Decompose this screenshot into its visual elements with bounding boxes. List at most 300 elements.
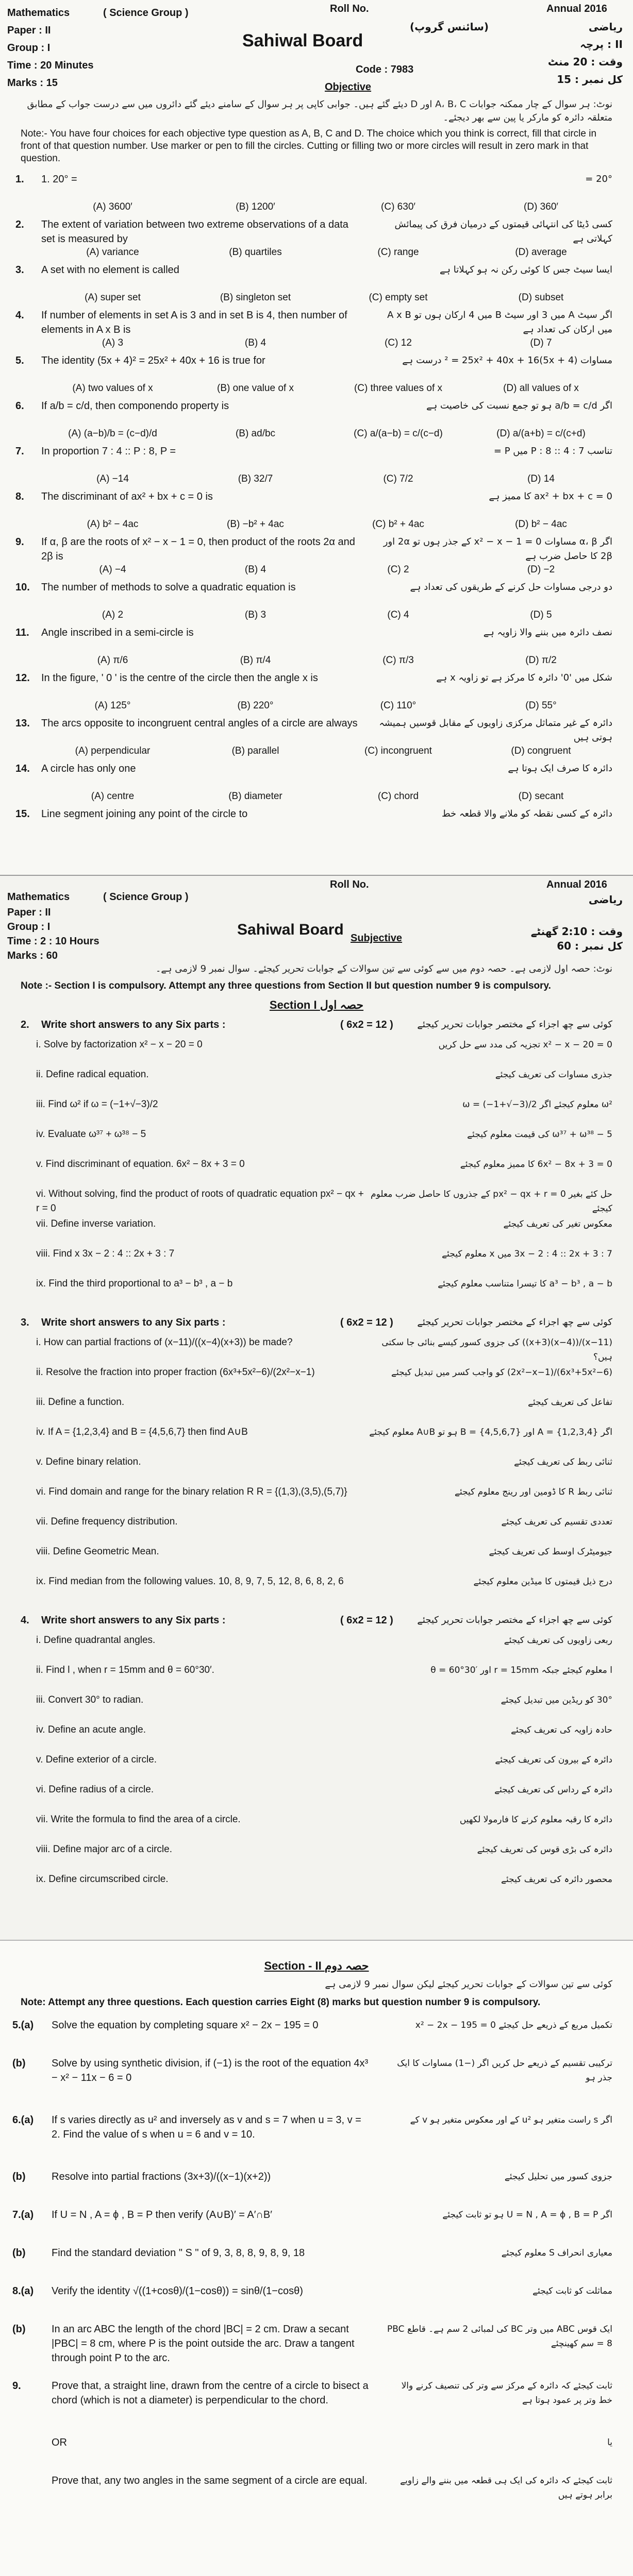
long-question-urdu-text: اگر U = N , A = ϕ , B = P ہو تو ثابت کیجئے — [442, 2210, 612, 2220]
mcq-option: (D) secant — [518, 791, 564, 802]
long-question-urdu-text: جزوی کسور میں تحلیل کیجئے — [504, 2172, 612, 2182]
question-text: The number of methods to solve a quadratic equation is — [41, 582, 296, 593]
paper-label: Paper : II — [7, 25, 51, 36]
question-text: A circle has only one — [41, 763, 136, 774]
question-number: 5. — [15, 355, 24, 366]
roll-no-label: Roll No. — [330, 3, 369, 14]
mcq-options — [41, 381, 612, 396]
question-text: The discriminant of ax² + bx + c = 0 is — [41, 491, 213, 502]
long-question-urdu-text: تکمیل مربع کے ذریعے حل کیجئے x² − 2x − 195 = 0 — [415, 2020, 612, 2030]
long-question-number: (b) — [12, 2247, 26, 2259]
question-urdu-text: 20° = — [585, 174, 612, 184]
mcq-option: (C) 12 — [385, 337, 412, 348]
short-question-item — [0, 1455, 633, 1484]
item-urdu-text: a³ − b³ , a − b کا تیسرا متناسب معلوم کیجئے — [438, 1279, 612, 1289]
short-question-item — [0, 1247, 633, 1276]
long-question — [0, 2208, 633, 2246]
item-urdu-text: جذری مساوات کی تعریف کیجئے — [495, 1070, 612, 1080]
question-text: The identity (5x + 4)² = 25x² + 40x + 16 is true for — [41, 355, 265, 366]
question-urdu-text: ایسا سیٹ جس کا کوئی رکن نہ ہو کہلاتا ہے — [439, 264, 612, 275]
item-text: ii. Define radical equation. — [36, 1069, 149, 1080]
long-question — [0, 2170, 633, 2208]
long-question-text: OR — [52, 2437, 67, 2448]
short-question-item — [0, 1783, 633, 1811]
item-text: v. Find discriminant of equation. 6x² − 8x + 3 = 0 — [36, 1159, 245, 1170]
urdu-paper: پرچہ : II — [580, 38, 623, 50]
mcq-option: (B) 1200′ — [236, 201, 275, 212]
urdu-marks: کل نمبر : 15 — [557, 73, 623, 86]
mcq-options — [41, 427, 612, 441]
question-text: The arcs opposite to incongruent central angles of a circle are always — [41, 718, 358, 729]
short-question-parts — [0, 1017, 633, 1903]
mcq-option: (D) 7 — [530, 337, 552, 348]
question-text: If number of elements in set A is 3 and in set B is 4, then number of elements in A x B is — [41, 310, 347, 335]
objective-header — [0, 0, 633, 98]
mcq-option: (C) 7/2 — [383, 473, 413, 484]
question-text: The extent of variation between two extreme observations of a data set is measured by — [41, 219, 348, 245]
mcq-option: (B) singleton set — [220, 292, 291, 303]
marks-label: Marks : 15 — [7, 77, 58, 89]
mcq-question — [0, 807, 633, 852]
item-text: i. Define quadrantal angles. — [36, 1635, 156, 1646]
item-text: vii. Define frequency distribution. — [36, 1516, 178, 1527]
item-urdu-text: حل کئے بغیر px² − qx + r = 0 کے جذروں کا حاصل ضرب معلوم کیجئے — [371, 1189, 612, 1214]
mcq-option: (A) b² − 4ac — [87, 519, 139, 530]
question-number: 7. — [15, 446, 24, 457]
mcq-option: (A) variance — [86, 247, 139, 258]
mcq-option: (D) π/2 — [525, 655, 557, 666]
subject-label: Mathematics — [7, 891, 70, 903]
short-question-item — [0, 1663, 633, 1692]
long-question-number: 5.(a) — [12, 2020, 34, 2031]
item-text: i. Solve by factorization x² − x − 20 = 0 — [36, 1039, 203, 1050]
item-text: i. How can partial fractions of (x−11)/((x−4)(x+3)) be made? — [36, 1337, 293, 1348]
long-question — [0, 2379, 633, 2435]
short-question-item — [0, 1425, 633, 1454]
mcq-question — [0, 263, 633, 308]
subjective-paper — [0, 876, 633, 1940]
objective-paper — [0, 0, 633, 876]
urdu-time: وقت : 20 منٹ — [547, 56, 623, 68]
mcq-options — [41, 517, 612, 532]
item-text: vii. Write the formula to find the area of a circle. — [36, 1814, 241, 1825]
long-question-urdu-text: ثابت کیجئے کہ دائرہ کی ایک ہی قطعہ میں بننے والے زاویے برابر ہوتے ہیں — [400, 2476, 612, 2500]
mcq-option: (D) 5 — [530, 609, 552, 620]
long-question-urdu-text: ایک قوس ABC میں وتر BC کی لمبائی 2 سم ہے۔ قاطع PBC = 8 سم کھینچئے — [387, 2324, 612, 2349]
long-question — [0, 2246, 633, 2284]
part-urdu-instruction: کوئی سے چھ اجزاء کے مختصر جوابات تحریر کیجئے — [417, 1019, 612, 1030]
mcq-option: (D) 360′ — [524, 201, 558, 212]
short-question-item — [0, 1277, 633, 1306]
short-question-item — [0, 1485, 633, 1514]
question-urdu-text: اگر سیٹ A میں 3 اور سیٹ B میں 4 ارکان ہوں تو A x B میں ارکان کی تعداد ہے — [387, 310, 612, 335]
mcq-option: (D) subset — [518, 292, 564, 303]
long-question-text: Prove that, a straight line, drawn from the centre of a circle to bisect a chord (which is not a diameter) is perpendicular to the chord. — [52, 2380, 369, 2406]
question-number: 4. — [15, 310, 24, 321]
part-marks: ( 6x2 = 12 ) — [340, 1317, 393, 1328]
section-label: Subjective — [351, 933, 403, 944]
long-question — [0, 2284, 633, 2322]
mcq-options — [41, 608, 612, 622]
mcq-option: (C) 110° — [380, 700, 417, 711]
mcq-option: (C) 4 — [387, 609, 409, 620]
item-urdu-text: x² − x − 20 = 0 تجزیہ کی مدد سے حل کریں — [438, 1040, 612, 1050]
question-urdu-text: نصف دائرہ میں بننے والا زاویہ ہے — [483, 627, 612, 638]
urdu-group: (سائنس گروپ) — [410, 21, 489, 33]
item-text: vi. Define radius of a circle. — [36, 1784, 154, 1795]
mcq-option: (A) −4 — [99, 564, 126, 575]
item-text: iv. If A = {1,2,3,4} and B = {4,5,6,7} then find A∪B — [36, 1427, 248, 1437]
long-question-number: 6.(a) — [12, 2114, 34, 2126]
short-question-item — [0, 1335, 633, 1364]
long-question-number: (b) — [12, 2058, 26, 2069]
roll-no-label: Roll No. — [330, 879, 369, 890]
question-urdu-text: دائرہ کا صرف ایک ہوتا ہے — [508, 763, 612, 774]
item-text: v. Define exterior of a circle. — [36, 1754, 157, 1765]
part-marks: ( 6x2 = 12 ) — [340, 1615, 393, 1626]
mcq-option: (A) centre — [91, 791, 135, 802]
short-question-item — [0, 1872, 633, 1901]
subject-label: Mathematics — [7, 7, 70, 19]
part-instruction: Write short answers to any Six parts : — [41, 1317, 226, 1328]
question-number: 14. — [15, 763, 30, 774]
mcq-option: (D) average — [515, 247, 567, 258]
mcq-option: (B) −b² + 4ac — [227, 519, 284, 530]
mcq-option: (C) 630′ — [381, 201, 415, 212]
question-urdu-text: دائرہ کے غیر متماثل مرکزی زاویوں کے مقابل قوسیں ہمیشہ ہوتی ہیں — [379, 718, 612, 743]
short-question-item — [0, 1753, 633, 1782]
section-2-urdu-instruction: کوئی سے تین سوالات کے جوابات تحریر کیجئے لیکن سوال نمبر 9 لازمی ہے — [325, 1979, 612, 1990]
short-question-item — [0, 1127, 633, 1156]
mcq-option: (C) chord — [377, 791, 419, 802]
item-urdu-text: ثنائی ربط R کا ڈومین اور رینج معلوم کیجئے — [454, 1487, 612, 1497]
mcq-option: (A) perpendicular — [75, 745, 151, 756]
long-question-text: If U = N , A = ϕ , B = P then verify (A∪B)′ = A′∩B′ — [52, 2209, 272, 2221]
mcq-option: (B) 4 — [244, 337, 266, 348]
time-label: Time : 2 : 10 Hours — [7, 936, 99, 947]
long-question-text: If s varies directly as u² and inversely as v and s = 7 when u = 3, v = 2. Find the value of s when u = 6 and v = 10. — [52, 2114, 361, 2140]
question-number: 9. — [15, 536, 24, 548]
mcq-options — [41, 744, 612, 758]
mcq-question — [0, 625, 633, 671]
group-label: Group : I — [7, 42, 51, 54]
time-label: Time : 20 Minutes — [7, 60, 94, 71]
short-question-item — [0, 1395, 633, 1424]
mcq-option: (B) ad/bc — [235, 428, 276, 439]
item-urdu-text: درج ذیل قیمتوں کا میڈین معلوم کیجئے — [473, 1577, 612, 1587]
part-urdu-instruction: کوئی سے چھ اجزاء کے مختصر جوابات تحریر کیجئے — [417, 1615, 612, 1625]
group-type-label: ( Science Group ) — [103, 891, 189, 903]
mcq-option: (C) π/3 — [382, 655, 414, 666]
item-urdu-text: ثنائی ربط کی تعریف کیجئے — [514, 1457, 612, 1467]
mcq-question — [0, 580, 633, 625]
item-urdu-text: دائرہ کے بیرون کی تعریف کیجئے — [495, 1755, 612, 1765]
item-urdu-text: 3x − 2 : 4 :: 2x + 3 : 7 میں x معلوم کیجئے — [442, 1249, 612, 1259]
mcq-option: (B) 3 — [244, 609, 266, 620]
item-text: ii. Find l , when r = 15mm and θ = 60°30′. — [36, 1665, 214, 1675]
item-urdu-text: معکوس تغیر کی تعریف کیجئے — [503, 1219, 612, 1229]
short-question-item — [0, 1574, 633, 1603]
group-type-label: ( Science Group ) — [103, 7, 189, 19]
mcq-option: (B) diameter — [228, 791, 282, 802]
urdu-subject: ریاضی — [588, 893, 623, 906]
item-urdu-text: ω³⁷ + ω³⁸ − 5 کی قیمت معلوم کیجئے — [467, 1129, 612, 1140]
question-text: If a/b = c/d, then componendo property is — [41, 400, 229, 412]
mcq-option: (B) 32/7 — [238, 473, 273, 484]
item-text: iv. Define an acute angle. — [36, 1724, 146, 1735]
mcq-options — [41, 200, 612, 214]
question-text: Angle inscribed in a semi-circle is — [41, 627, 194, 638]
short-question-item — [0, 1842, 633, 1871]
item-text: viii. Define major arc of a circle. — [36, 1844, 172, 1855]
short-question-item — [0, 1217, 633, 1246]
urdu-subject: ریاضی — [588, 21, 623, 33]
long-question-urdu-text: معیاری انحراف S معلوم کیجئے — [501, 2248, 612, 2258]
subjective-note: Note :- Section I is compulsory. Attempt any three questions from Section II but question number 9 is compulsory. — [21, 980, 551, 991]
long-question-number: (b) — [12, 2171, 26, 2182]
question-urdu-text: اگر α، β مساوات x² − x − 1 = 0 کے جذر ہوں تو 2α اور 2β کا حاصل ضرب ہے — [383, 536, 612, 562]
short-question-item — [0, 1067, 633, 1096]
item-text: ii. Resolve the fraction into proper fraction (6x³+5x²−6)/(2x²−x−1) — [36, 1367, 315, 1378]
item-urdu-text: 6x² − 8x + 3 = 0 کا ممیز معلوم کیجئے — [460, 1159, 612, 1170]
item-text: vi. Without solving, find the product of roots of quadratic equation px² − qx + r = 0 — [36, 1189, 364, 1214]
item-text: ix. Find the third proportional to a³ − b³ , a − b — [36, 1278, 233, 1289]
mcq-question — [0, 716, 633, 761]
mcq-option: (B) 4 — [244, 564, 266, 575]
long-question-text: In an arc ABC the length of the chord |BC| = 2 cm. Draw a secant |PBC| = 8 cm, where P is the point outside the arc. Draw a tangent through point P to the arc. — [52, 2324, 355, 2364]
mcq-options — [41, 699, 612, 713]
item-text: iii. Convert 30° to radian. — [36, 1694, 144, 1705]
item-text: iv. Evaluate ω³⁷ + ω³⁸ − 5 — [36, 1129, 146, 1140]
mcq-options — [41, 789, 612, 804]
question-urdu-text: تناسب 7 : 4 :: P : 8 میں P = — [493, 446, 612, 456]
section-label: Objective — [325, 81, 372, 93]
paper-label: Paper : II — [7, 907, 51, 918]
question-urdu-text: کسی ڈیٹا کی انتہائی قیمتوں کے درمیان فرق کی پیمائش کہلاتی ہے — [394, 219, 612, 244]
item-text: viii. Define Geometric Mean. — [36, 1546, 159, 1557]
question-urdu-text: دائرہ کے کسی نقطہ کو ملانے والا قطعہ خط — [441, 808, 612, 819]
question-number: 2. — [15, 219, 24, 230]
question-text: Line segment joining any point of the circle to — [41, 808, 248, 820]
short-question-item — [0, 1187, 633, 1216]
item-urdu-text: دائرہ کی بڑی قوس کی تعریف کیجئے — [477, 1844, 612, 1855]
objective-urdu-note: نوٹ: ہر سوال کے چار ممکنہ جوابات A، B، C اور D دیئے گئے ہیں۔ جوابی کاپی پر ہر سوال کے سامنے دیئے گئے دائروں میں سے درست جواب کے مطابق متعلقہ دائرہ کو مارکر یا پین سے بھر دیجئے۔ — [27, 99, 612, 123]
section-2-paper — [0, 1940, 633, 2576]
mcq-question — [0, 761, 633, 807]
mcq-option: (B) π/4 — [240, 655, 271, 666]
mcq-option: (A) super set — [85, 292, 141, 303]
subjective-header — [0, 876, 633, 961]
part-marks: ( 6x2 = 12 ) — [340, 1019, 393, 1030]
long-question-urdu-text: ترکیبی تقسیم کے ذریعے حل کریں اگر (−1) مساوات کا ایک جذر ہو — [397, 2058, 612, 2083]
mcq-option: (C) incongruent — [364, 745, 432, 756]
long-question — [0, 2473, 633, 2512]
mcq-option: (D) −2 — [527, 564, 555, 575]
item-urdu-text: ربعی زاویوں کی تعریف کیجئے — [504, 1635, 612, 1646]
group-label: Group : I — [7, 921, 51, 933]
short-question-item — [0, 1365, 633, 1394]
long-question — [0, 2056, 633, 2113]
mcq-option: (C) empty set — [369, 292, 428, 303]
mcq-question — [0, 489, 633, 535]
board-title: Sahiwal Board — [242, 31, 363, 50]
mcq-option: (A) 3600′ — [93, 201, 132, 212]
mcq-options — [41, 245, 612, 260]
mcq-option: (A) two values of x — [72, 383, 153, 394]
mcq-option: (D) 14 — [527, 473, 555, 484]
long-question-urdu-text: یا — [607, 2437, 612, 2448]
short-question-item — [0, 1515, 633, 1544]
question-urdu-text: ax² + bx + c = 0 کا ممیز ہے — [489, 491, 612, 502]
long-question — [0, 2113, 633, 2170]
paper-code: Code : 7983 — [356, 64, 414, 75]
item-urdu-text: اگر A = {1,2,3,4} اور B = {4,5,6,7} ہو تو A∪B معلوم کیجئے — [369, 1427, 612, 1437]
question-number: 11. — [15, 627, 29, 638]
question-number: 13. — [15, 718, 30, 729]
mcq-question — [0, 172, 633, 217]
short-question-item — [0, 1038, 633, 1066]
mcq-options — [41, 563, 612, 577]
part-heading — [0, 1017, 633, 1035]
short-question-item — [0, 1157, 633, 1186]
long-question — [0, 2435, 633, 2473]
section-2-title: Section - II حصہ دوم — [264, 1959, 369, 1972]
mcq-options — [41, 472, 612, 486]
annual-label: Annual 2016 — [546, 3, 607, 14]
long-question-text: Verify the identity √((1+cosθ)/(1−cosθ)) = sinθ/(1−cosθ) — [52, 2285, 303, 2297]
long-question-number: 7.(a) — [12, 2209, 34, 2221]
question-number: 15. — [15, 808, 30, 820]
mcq-question — [0, 535, 633, 580]
question-text: 1. 20° = — [41, 174, 77, 185]
long-question-urdu-text: مماثلت کو ثابت کیجئے — [532, 2286, 612, 2296]
item-urdu-text: (x−11)/((x−4)(x+3)) کی جزوی کسور کیسے بنائی جا سکتی ہیں؟ — [381, 1337, 612, 1362]
part-instruction: Write short answers to any Six parts : — [41, 1615, 226, 1626]
mcq-question — [0, 353, 633, 399]
short-question-item — [0, 1812, 633, 1841]
long-question — [0, 2018, 633, 2056]
long-question — [0, 2322, 633, 2379]
mcq-option: (B) one value of x — [217, 383, 294, 394]
mcq-option: (A) π/6 — [97, 655, 128, 666]
part-number: 2. — [21, 1019, 29, 1030]
item-text: viii. Find x 3x − 2 : 4 :: 2x + 3 : 7 — [36, 1248, 175, 1259]
item-text: v. Define binary relation. — [36, 1456, 141, 1467]
item-urdu-text: l معلوم کیجئے جبکہ r = 15mm اور θ = 60°30′ — [430, 1665, 612, 1675]
mcq-option: (C) b² + 4ac — [372, 519, 424, 530]
item-text: ix. Define circumscribed circle. — [36, 1874, 169, 1885]
part-heading — [0, 1613, 633, 1630]
question-number: 12. — [15, 672, 30, 684]
item-text: iii. Define a function. — [36, 1397, 125, 1408]
board-title: Sahiwal Board — [237, 921, 344, 938]
mcq-option: (B) 220° — [237, 700, 274, 711]
long-question-urdu-text: اگر s راست متغیر ہو u² کے اور معکوس متغیر ہو v کے — [410, 2115, 612, 2125]
short-question-item — [0, 1545, 633, 1573]
mcq-option: (D) congruent — [511, 745, 571, 756]
question-number: 6. — [15, 400, 24, 412]
mcq-option: (C) 2 — [387, 564, 409, 575]
item-urdu-text: ω² معلوم کیجئے اگر ω = (−1+√−3)/2 — [462, 1099, 612, 1110]
mcq-question — [0, 217, 633, 263]
part-number: 3. — [21, 1317, 29, 1328]
item-urdu-text: تفاعل کی تعریف کیجئے — [528, 1397, 612, 1408]
mcq-option: (C) a/(a−b) = c/(c−d) — [354, 428, 443, 439]
question-number: 1. — [15, 174, 24, 185]
question-urdu-text: دو درجی مساوات حل کرنے کے طریقوں کی تعداد ہے — [410, 582, 612, 592]
question-text: In the figure, ' 0 ' is the centre of the circle then the angle x is — [41, 672, 318, 684]
mcq-question — [0, 671, 633, 716]
mcq-option: (B) parallel — [231, 745, 279, 756]
mcq-option: (D) all values of x — [503, 383, 579, 394]
long-question-number: 9. — [12, 2380, 21, 2392]
item-text: iii. Find ω² if ω = (−1+√−3)/2 — [36, 1099, 158, 1110]
subjective-urdu-note: نوٹ: حصہ اول لازمی ہے۔ حصہ دوم میں سے کوئی سے تین سوالات کے جوابات تحریر کیجئے۔ سوال نمبر 9 لازمی ہے۔ — [155, 963, 612, 974]
mcq-option: (D) b² − 4ac — [515, 519, 567, 530]
short-question-item — [0, 1633, 633, 1662]
item-urdu-text: جیومیٹرک اوسط کی تعریف کیجئے — [489, 1547, 612, 1557]
mcq-question — [0, 399, 633, 444]
question-urdu-text: شکل میں '0' دائرہ کا مرکز ہے تو زاویہ x ہے — [436, 672, 612, 683]
long-question-text: Prove that, any two angles in the same segment of a circle are equal. — [52, 2475, 368, 2486]
section-2-note: Note: Attempt any three questions. Each question carries Eight (8) marks but question number 9 is compulsory. — [21, 1997, 541, 2008]
mcq-option: (A) 3 — [102, 337, 124, 348]
long-question-text: Resolve into partial fractions (3x+3)/((x−1)(x+2)) — [52, 2171, 271, 2182]
part-number: 4. — [21, 1615, 29, 1626]
short-question-item — [0, 1097, 633, 1126]
annual-label: Annual 2016 — [546, 879, 607, 890]
long-question-text: Solve by using synthetic division, if (−1) is the root of the equation 4x³ − x² − 11x − 6 = 0 — [52, 2058, 369, 2083]
mcq-question — [0, 308, 633, 353]
mcq-option: (C) three values of x — [354, 383, 443, 394]
long-question-text: Solve the equation by completing square x² − 2x − 195 = 0 — [52, 2020, 319, 2031]
long-question-number: 8.(a) — [12, 2285, 34, 2297]
part-heading — [0, 1315, 633, 1332]
item-text: ix. Find median from the following values. 10, 8, 9, 7, 5, 12, 8, 6, 8, 2, 6 — [36, 1576, 344, 1587]
question-number: 3. — [15, 264, 24, 276]
mcq-option: (A) 125° — [94, 700, 131, 711]
short-question-item — [0, 1693, 633, 1722]
question-number: 10. — [15, 582, 30, 593]
short-question-item — [0, 1723, 633, 1752]
question-text: If α, β are the roots of x² − x − 1 = 0, then product of the roots 2α and 2β is — [41, 536, 355, 562]
question-text: In proportion 7 : 4 :: P : 8, P = — [41, 446, 176, 457]
question-urdu-text: مساوات (5x + 4)² = 25x² + 40x + 16 درست ہے — [402, 355, 612, 366]
long-question-number: (b) — [12, 2324, 26, 2335]
objective-note: Note:- You have four choices for each objective type question as A, B, C and D. The choice which you think is correct, fill that circle in front of that question number. Use marker or pen to fill the circles. Cutting or filling two or more circles will result in zero mark in that question. — [21, 128, 597, 164]
part-urdu-instruction: کوئی سے چھ اجزاء کے مختصر جوابات تحریر کیجئے — [417, 1317, 612, 1328]
mcq-option: (A) (a−b)/b = (c−d)/d — [68, 428, 157, 439]
mcq-option: (C) range — [377, 247, 419, 258]
urdu-marks: کل نمبر : 60 — [557, 940, 623, 952]
mcq-option: (B) quartiles — [229, 247, 282, 258]
item-urdu-text: دائرہ کے رداس کی تعریف کیجئے — [494, 1785, 612, 1795]
part-instruction: Write short answers to any Six parts : — [41, 1019, 226, 1030]
marks-label: Marks : 60 — [7, 950, 58, 961]
mcq-option: (D) 55° — [525, 700, 557, 711]
item-urdu-text: 30° کو ریڈین میں تبدیل کیجئے — [501, 1695, 612, 1705]
section-1-title: Section I حصہ اول — [269, 998, 364, 1011]
question-number: 8. — [15, 491, 24, 502]
urdu-time: وقت : 2:10 گھنٹے — [530, 925, 623, 938]
mcq-options — [41, 653, 612, 668]
long-question-urdu-text: ثابت کیجئے کہ دائرہ کے مرکز سے وتر کی تنصیف کرنے والا خط وتر پر عمود ہوتا ہے — [401, 2381, 612, 2405]
item-text: vii. Define inverse variation. — [36, 1218, 156, 1229]
item-urdu-text: دائرہ کا رقبہ معلوم کرنے کا فارمولا لکھیں — [459, 1815, 612, 1825]
item-text: vi. Find domain and range for the binary relation R R = {(1,3),(3,5),(5,7)} — [36, 1486, 347, 1497]
item-urdu-text: (6x³+5x²−6)/(2x²−x−1) کو واجب کسر میں تبدیل کیجئے — [391, 1367, 612, 1378]
long-question-text: Find the standard deviation " S " of 9, 3, 8, 8, 9, 8, 9, 18 — [52, 2247, 305, 2259]
